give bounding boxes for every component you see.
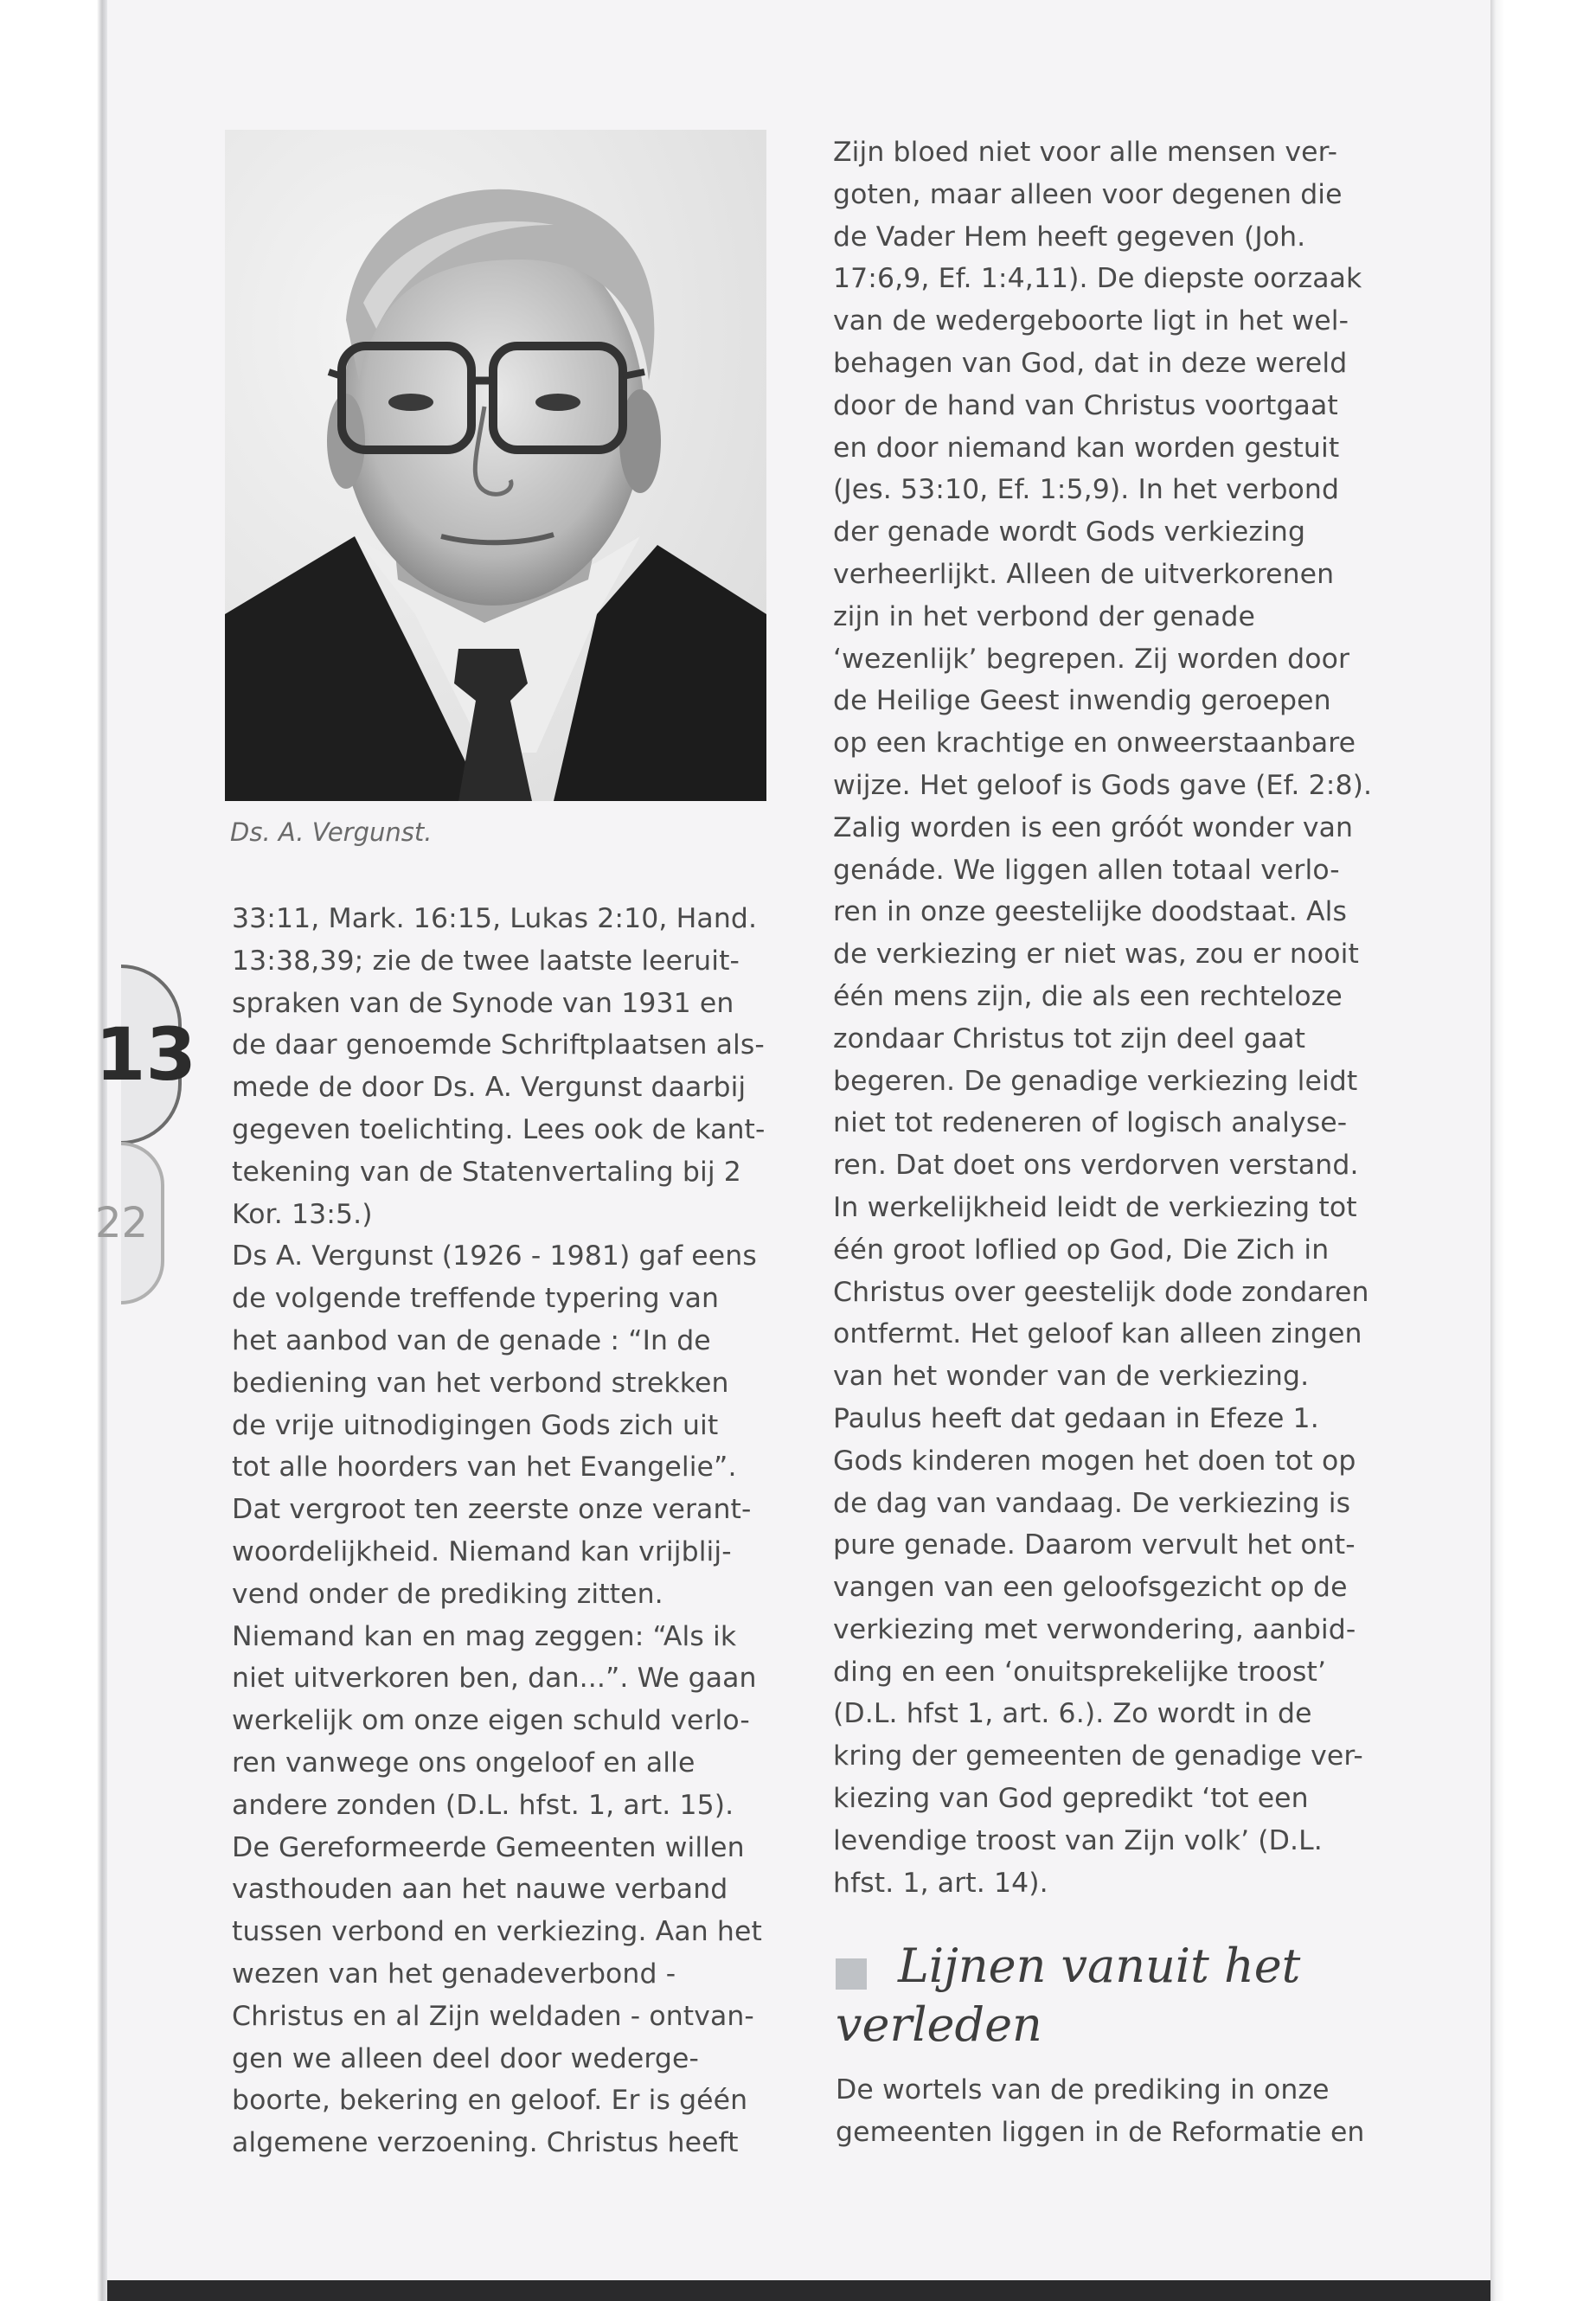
text-line: bediening van het verbond strekken: [232, 1367, 729, 1399]
text-line: één mens zijn, die als een rechteloze: [833, 980, 1343, 1012]
text-line: zijn in het verbond der genade: [833, 600, 1256, 632]
text-line: begeren. De genadige verkiezing leidt: [833, 1065, 1358, 1097]
text-line: op een krachtige en onweerstaanbare: [833, 727, 1356, 760]
text-line: Christus over geestelijk dode zondaren: [833, 1276, 1369, 1308]
text-line: 13:38,39; zie de twee laatste leeruit-: [232, 945, 740, 977]
text-line: Dat vergroot ten zeerste onze verant-: [232, 1494, 752, 1526]
text-line: Kor. 13:5.): [232, 1198, 373, 1230]
text-line: ren vanwege ons ongeloof en alle: [232, 1747, 695, 1779]
text-line: de dag van vandaag. De verkiezing is: [833, 1487, 1351, 1519]
text-line: pure genade. Daarom vervult het ont-: [833, 1529, 1356, 1561]
text-line: ontfermt. Het geloof kan alleen zingen: [833, 1318, 1362, 1350]
text-line: tot alle hoorders van het Evangelie”.: [232, 1452, 737, 1484]
text-line: niet uitverkoren ben, dan...”. We gaan: [232, 1663, 757, 1695]
text-line: boorte, bekering en geloof. Er is géén: [232, 2085, 748, 2117]
text-line: levendige troost van Zijn volk’ (D.L.: [833, 1824, 1323, 1856]
text-line: van de wedergeboorte ligt in het wel-: [833, 305, 1349, 337]
portrait-illustration: [225, 130, 766, 801]
text-line: niet tot redeneren of logisch analyse-: [833, 1107, 1348, 1139]
text-line: 17:6,9, Ef. 1:4,11). De diepste oorzaak: [833, 263, 1362, 295]
text-line: andere zonden (D.L. hfst. 1, art. 15).: [232, 1789, 734, 1821]
text-line: ding en een ‘onuitsprekelijke troost’: [833, 1656, 1327, 1688]
text-line: Ds A. Vergunst (1926 - 1981) gaf eens: [232, 1240, 757, 1272]
text-line: het aanbod van de genade : “In de: [232, 1324, 711, 1356]
text-line: gemeenten liggen in de Reformatie en: [836, 2116, 1365, 2148]
text-line: behagen van God, dat in deze wereld: [833, 347, 1348, 379]
text-line: der genade wordt Gods verkiezing: [833, 516, 1306, 548]
text-line: ren. Dat doet ons verdorven verstand.: [833, 1150, 1359, 1182]
text-line: gen we alleen deel door wederge-: [232, 2042, 699, 2074]
text-line: Paulus heeft dat gedaan in Efeze 1.: [833, 1402, 1319, 1434]
text-line: De wortels van de prediking in onze: [836, 2074, 1330, 2106]
text-column-right-continued: [836, 2069, 1389, 2154]
text-line: wijze. Het geloof is Gods gave (Ef. 2:8).: [833, 769, 1373, 801]
text-line: wezen van het genadeverbond -: [232, 1958, 676, 1990]
page-gutter-right: [1490, 0, 1596, 2301]
text-line: vangen van een geloofsgezicht op de: [833, 1572, 1348, 1604]
text-line: tekening van de Statenvertaling bij 2: [232, 1156, 741, 1188]
text-line: Christus en al Zijn weldaden - ontvan-: [232, 2000, 754, 2032]
text-line: van het wonder van de verkiezing.: [833, 1361, 1310, 1393]
text-line: kiezing van God gepredikt ‘tot een: [833, 1783, 1309, 1815]
text-line: vend onder de prediking zitten.: [232, 1578, 663, 1610]
text-line: mede de door Ds. A. Vergunst daarbij: [232, 1072, 747, 1104]
text-line: De Gereformeerde Gemeenten willen: [232, 1831, 745, 1863]
chapter-tab-number-next: 22: [95, 1199, 149, 1247]
text-line: de daar genoemde Schriftplaatsen als-: [232, 1029, 765, 1061]
text-line: ‘wezenlijk’ begrepen. Zij worden door: [833, 643, 1350, 675]
text-line: en door niemand kan worden gestuit: [833, 432, 1340, 464]
text-line: door de hand van Christus voortgaat: [833, 389, 1338, 421]
text-line: woordelijkheid. Niemand kan vrijblij-: [232, 1535, 732, 1567]
chapter-tab-number: 13: [95, 1012, 196, 1097]
text-line: één groot loflied op God, Die Zich in: [833, 1234, 1330, 1266]
text-line: (D.L. hfst 1, art. 6.). Zo wordt in de: [833, 1698, 1312, 1730]
text-column-right: [833, 131, 1387, 1904]
text-line: 33:11, Mark. 16:15, Lukas 2:10, Hand.: [232, 903, 758, 934]
text-line: hfst. 1, art. 14).: [833, 1867, 1048, 1899]
section-heading-line2: verleden: [836, 1997, 1042, 2052]
bottom-edge: [107, 2280, 1490, 2301]
text-line: gegeven toelichting. Lees ook de kant-: [232, 1113, 766, 1145]
text-column-left: [232, 898, 785, 2164]
text-line: algemene verzoening. Christus heeft: [232, 2127, 739, 2159]
text-line: (Jes. 53:10, Ef. 1:5,9). In het verbond: [833, 474, 1340, 506]
text-line: goten, maar alleen voor degenen die: [833, 178, 1343, 210]
text-line: spraken van de Synode van 1931 en: [232, 987, 734, 1019]
text-line: de verkiezing er niet was, zou er nooit: [833, 939, 1359, 971]
text-line: de Vader Hem heeft gegeven (Joh.: [833, 221, 1306, 253]
text-line: Gods kinderen mogen het doen tot op: [833, 1445, 1356, 1477]
text-line: zondaar Christus tot zijn deel gaat: [833, 1022, 1306, 1054]
page-gutter-left: [0, 0, 107, 2301]
text-line: verheerlijkt. Alleen de uitverkorenen: [833, 558, 1335, 590]
text-line: ren in onze geestelijke doodstaat. Als: [833, 896, 1347, 928]
text-line: vasthouden aan het nauwe verband: [232, 1874, 728, 1906]
text-line: In werkelijkheid leidt de verkiezing tot: [833, 1191, 1357, 1223]
text-line: de Heilige Geest inwendig geroepen: [833, 685, 1331, 717]
chapter-tab-next[interactable]: [95, 1142, 164, 1304]
text-line: werkelijk om onze eigen schuld verlo-: [232, 1705, 750, 1737]
text-line: de volgende treffende typering van: [232, 1283, 720, 1315]
text-line: Zijn bloed niet voor alle mensen ver-: [833, 137, 1338, 168]
photo-caption: Ds. A. Vergunst.: [230, 817, 433, 847]
text-line: Zalig worden is een gróót wonder van: [833, 811, 1354, 843]
portrait-photo: [225, 130, 766, 801]
text-line: de vrije uitnodigingen Gods zich uit: [232, 1409, 719, 1441]
text-line: tussen verbond en verkiezing. Aan het: [232, 1916, 762, 1948]
section-heading-line1: Lijnen vanuit het: [898, 1939, 1301, 1993]
heading-square-icon: [836, 1958, 867, 1990]
text-line: verkiezing met verwondering, aanbid-: [833, 1613, 1356, 1645]
text-line: genáde. We liggen allen totaal verlo-: [833, 854, 1340, 886]
text-line: Niemand kan en mag zeggen: “Als ik: [232, 1620, 737, 1652]
text-line: kring der gemeenten de genadige ver-: [833, 1740, 1363, 1772]
